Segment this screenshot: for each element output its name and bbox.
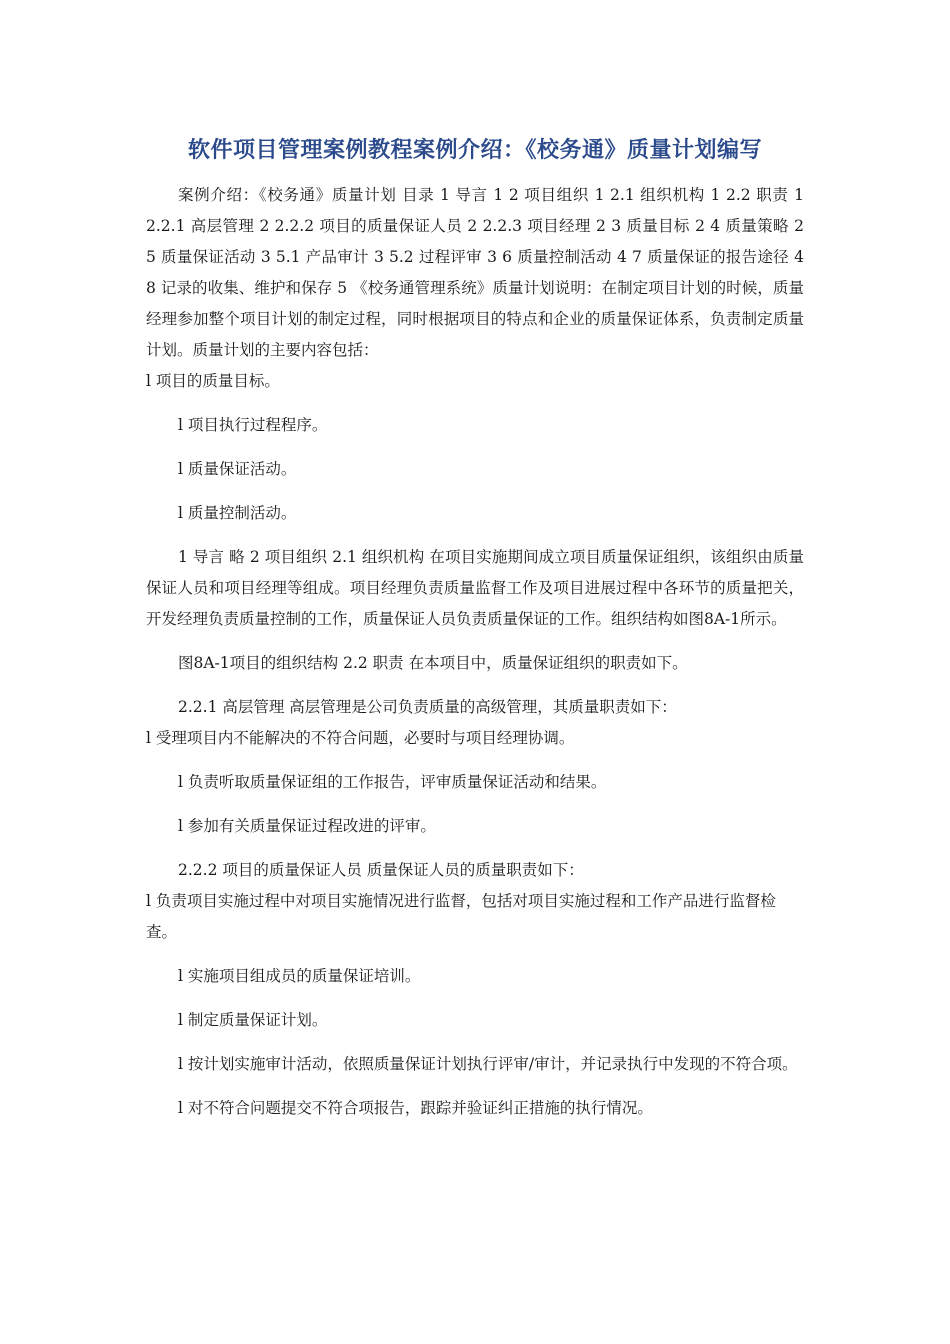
list-item: l 按计划实施审计活动，依照质量保证计划执行评审/审计，并记录执行中发现的不符合项。 — [178, 1055, 798, 1073]
list-item: l 负责项目实施过程中对项目实施情况进行监督，包括对项目实施过程和工作产品进行监督检查。 — [146, 892, 776, 941]
intro-paragraph: 案例介绍：《校务通》质量计划 目录 1 导言 1 2 项目组织 1 2.1 组织机构 1 2.2 职责 1 2.2.1 高层管理 2 2.2.2 项目的质量保证人员 2 2.2.3 项目经理 2 3 质量目标 2 4 质量策略 2 5 质量保证活动 3 5.1 产品审计 3 5.2 过程评审 3 6 质量控制活动 4 7 质量保证的报告途径 4 8 记录的收集、维护和保存 5 《校务通管理系统》质量计划说明：在制定项目计划的时候，质量经理参加整个项目计划的制定过程，同时根据项目的特点和企业的质量保证体系，负责制定质量计划。质量计划的主要内容包括： — [146, 186, 804, 359]
qa-staff-heading: 2.2.2 项目的质量保证人员 质量保证人员的质量职责如下： — [178, 861, 584, 879]
list-item: l 参加有关质量保证过程改进的评审。 — [178, 817, 436, 835]
section-paragraph: 1 导言 略 2 项目组织 2.1 组织机构 在项目实施期间成立项目质量保证组织，该组织由质量保证人员和项目经理等组成。项目经理负责质量监督工作及项目进展过程中各环节的质量把关，开发经理负责质量控制的工作，质量保证人员负责质量保证的工作。组织结构如图8A-1所示。 — [146, 548, 804, 628]
senior-management-heading: 2.2.1 高层管理 高层管理是公司负责质量的高级管理，其质量职责如下： — [178, 698, 677, 716]
document-body — [146, 180, 804, 1124]
list-item: l 实施项目组成员的质量保证培训。 — [178, 967, 421, 985]
list-item: l 负责听取质量保证组的工作报告，评审质量保证活动和结果。 — [178, 773, 607, 791]
list-item: l 项目执行过程程序。 — [178, 416, 328, 434]
list-item: l 项目的质量目标。 — [146, 372, 280, 390]
document-title: 软件项目管理案例教程案例介绍：《校务通》质量计划编写 — [187, 138, 762, 163]
list-item: l 制定质量保证计划。 — [178, 1011, 328, 1029]
list-item: l 受理项目内不能解决的不符合问题，必要时与项目经理协调。 — [146, 729, 575, 747]
list-item: l 质量控制活动。 — [178, 504, 297, 522]
figure-caption: 图8A-1项目的组织结构 2.2 职责 在本项目中，质量保证组织的职责如下。 — [178, 654, 688, 672]
list-item: l 对不符合问题提交不符合项报告，跟踪并验证纠正措施的执行情况。 — [178, 1099, 653, 1117]
list-item: l 质量保证活动。 — [178, 460, 297, 478]
